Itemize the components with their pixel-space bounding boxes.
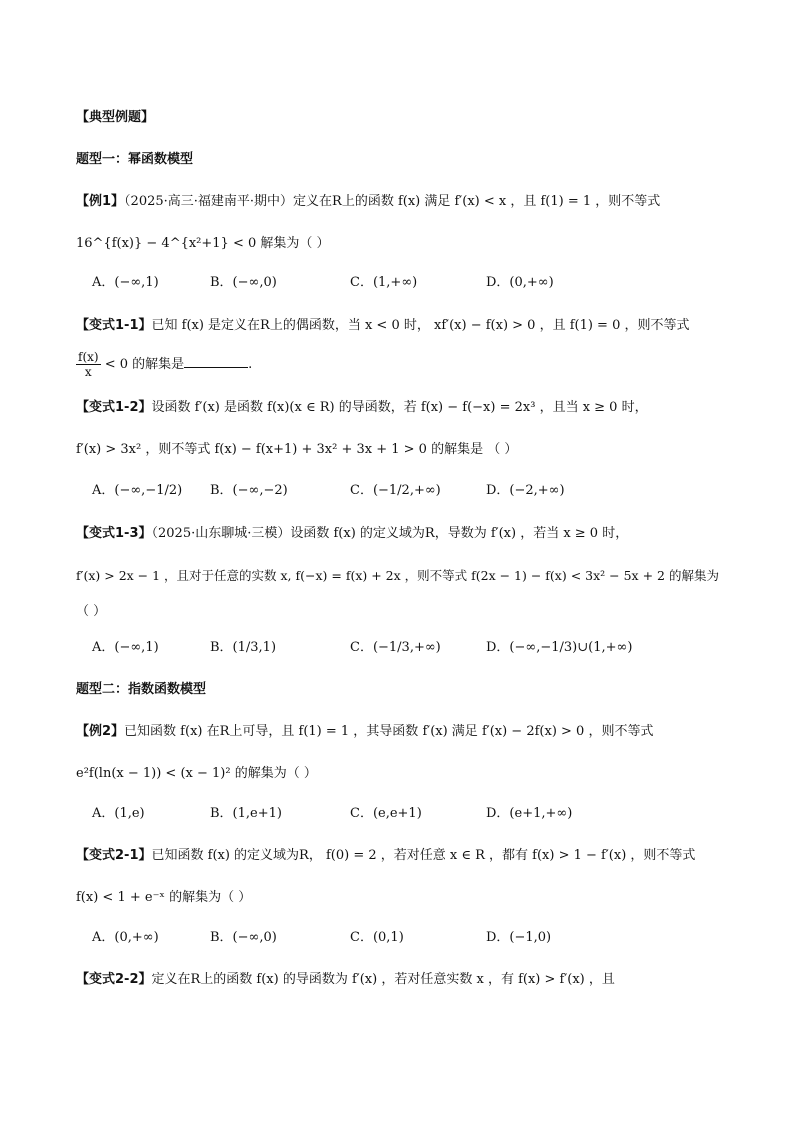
v11-line2 <box>76 350 252 379</box>
ex2-line2: e²f(ln(x − 1)) < (x − 1)² 的解集为（ ） <box>76 766 317 781</box>
v21-tag: 【变式2-1】 <box>76 848 152 863</box>
v13-option-b: B．(1/3,1) <box>210 640 277 655</box>
v12-option-c: C．(−1/2,+∞) <box>350 483 441 498</box>
v13-line3: （ ） <box>76 604 107 619</box>
v12-option-b: B．(−∞,−2) <box>210 483 288 498</box>
v21-line2: f(x) < 1 + e⁻ˣ 的解集为（ ） <box>76 890 252 905</box>
ex1-option-d: D．(0,+∞) <box>486 275 554 290</box>
v13-option-c: C．(−1/3,+∞) <box>350 640 441 655</box>
v13-option-d: D．(−∞,−1/3)∪(1,+∞) <box>486 640 633 655</box>
v21-option-a: A．(0,+∞) <box>92 930 159 945</box>
ex1-line1 <box>76 192 660 212</box>
ex2-option-d: D．(e+1,+∞) <box>486 806 573 821</box>
v12-line2: f′(x) > 3x² ，则不等式 f(x) − f(x+1) + 3x² + 3x + 1 > 0 的解集是 （ ） <box>76 442 518 457</box>
ex1-line2: 16^{f(x)} − 4^{x²+1} < 0 解集为（ ） <box>76 236 330 251</box>
ex1-tag: 【例1】 <box>76 194 125 209</box>
v11-tag: 【变式1-1】 <box>76 318 152 333</box>
v22-tag: 【变式2-2】 <box>76 972 152 987</box>
v12-text1: 设函数 f′(x) 是函数 f(x)(x ∈ R) 的导函数，若 f(x) − f(−x) = 2x³ ，且当 x ≥ 0 时， <box>151 400 648 415</box>
v21-option-b: B．(−∞,0) <box>210 930 277 945</box>
type1-title: 题型一：幂函数模型 <box>76 152 194 167</box>
v11-answer-blank <box>184 353 248 368</box>
v11-line1 <box>76 316 690 336</box>
v13-option-a: A．(−∞,1) <box>92 640 159 655</box>
ex2-line1 <box>76 722 653 742</box>
ex1-text1: （2025·高三·福建南平·期中）定义在R上的函数 f(x) 满足 f′(x) < x ，且 f(1) = 1 ，则不等式 <box>124 194 661 209</box>
v21-option-c: C．(0,1) <box>350 930 404 945</box>
ex1-option-b: B．(−∞,0) <box>210 275 277 290</box>
section-title: 【典型例题】 <box>76 110 155 125</box>
v11-end: . <box>248 357 253 372</box>
v21-text1: 已知函数 f(x) 的定义域为R， f(0) = 2 ，若对任意 x ∈ R ，都有 f(x) > 1 − f′(x) ，则不等式 <box>151 848 696 863</box>
ex1-option-a: A．(−∞,1) <box>92 275 159 290</box>
ex1-option-c: C．(1,+∞) <box>350 275 418 290</box>
type2-title: 题型二：指数函数模型 <box>76 682 207 697</box>
v22-line1 <box>76 970 615 990</box>
v13-line2: f′(x) > 2x − 1 ，且对于任意的实数 x, f(−x) = f(x) + 2x ，则不等式 f(2x − 1) − f(x) < 3x² − 5x + 2 的解集为 <box>76 568 719 583</box>
v11-text2: < 0 的解集是 <box>104 357 185 372</box>
ex2-option-c: C．(e,e+1) <box>350 806 422 821</box>
v11-frac-num: f(x) <box>78 350 99 364</box>
ex2-option-b: B．(1,e+1) <box>210 806 282 821</box>
v11-text1: 已知 f(x) 是定义在R上的偶函数，当 x < 0 时， xf′(x) − f(x) > 0 ，且 f(1) = 0 ，则不等式 <box>151 318 690 333</box>
v11-fraction <box>76 350 101 379</box>
v11-frac-den: x <box>84 365 92 379</box>
ex2-text1: 已知函数 f(x) 在R上可导，且 f(1) = 1 ，其导函数 f′(x) 满足 f′(x) − 2f(x) > 0 ，则不等式 <box>124 724 654 739</box>
ex2-tag: 【例2】 <box>76 724 125 739</box>
ex2-option-a: A．(1,e) <box>92 806 145 821</box>
v21-option-d: D．(−1,0) <box>486 930 552 945</box>
v13-text1: （2025·山东聊城·三模）设函数 f(x) 的定义域为R，导数为 f′(x) ，若当 x ≥ 0 时， <box>151 526 629 541</box>
v12-option-a: A．(−∞,−1/2) <box>92 483 183 498</box>
v12-tag: 【变式1-2】 <box>76 400 152 415</box>
v12-option-d: D．(−2,+∞) <box>486 483 565 498</box>
v13-tag: 【变式1-3】 <box>76 526 152 541</box>
v21-line1 <box>76 846 695 866</box>
v13-line1 <box>76 524 628 544</box>
v22-text1: 定义在R上的函数 f(x) 的导函数为 f′(x) ，若对任意实数 x ，有 f(x) > f′(x) ，且 <box>151 972 615 987</box>
v12-line1 <box>76 398 648 418</box>
